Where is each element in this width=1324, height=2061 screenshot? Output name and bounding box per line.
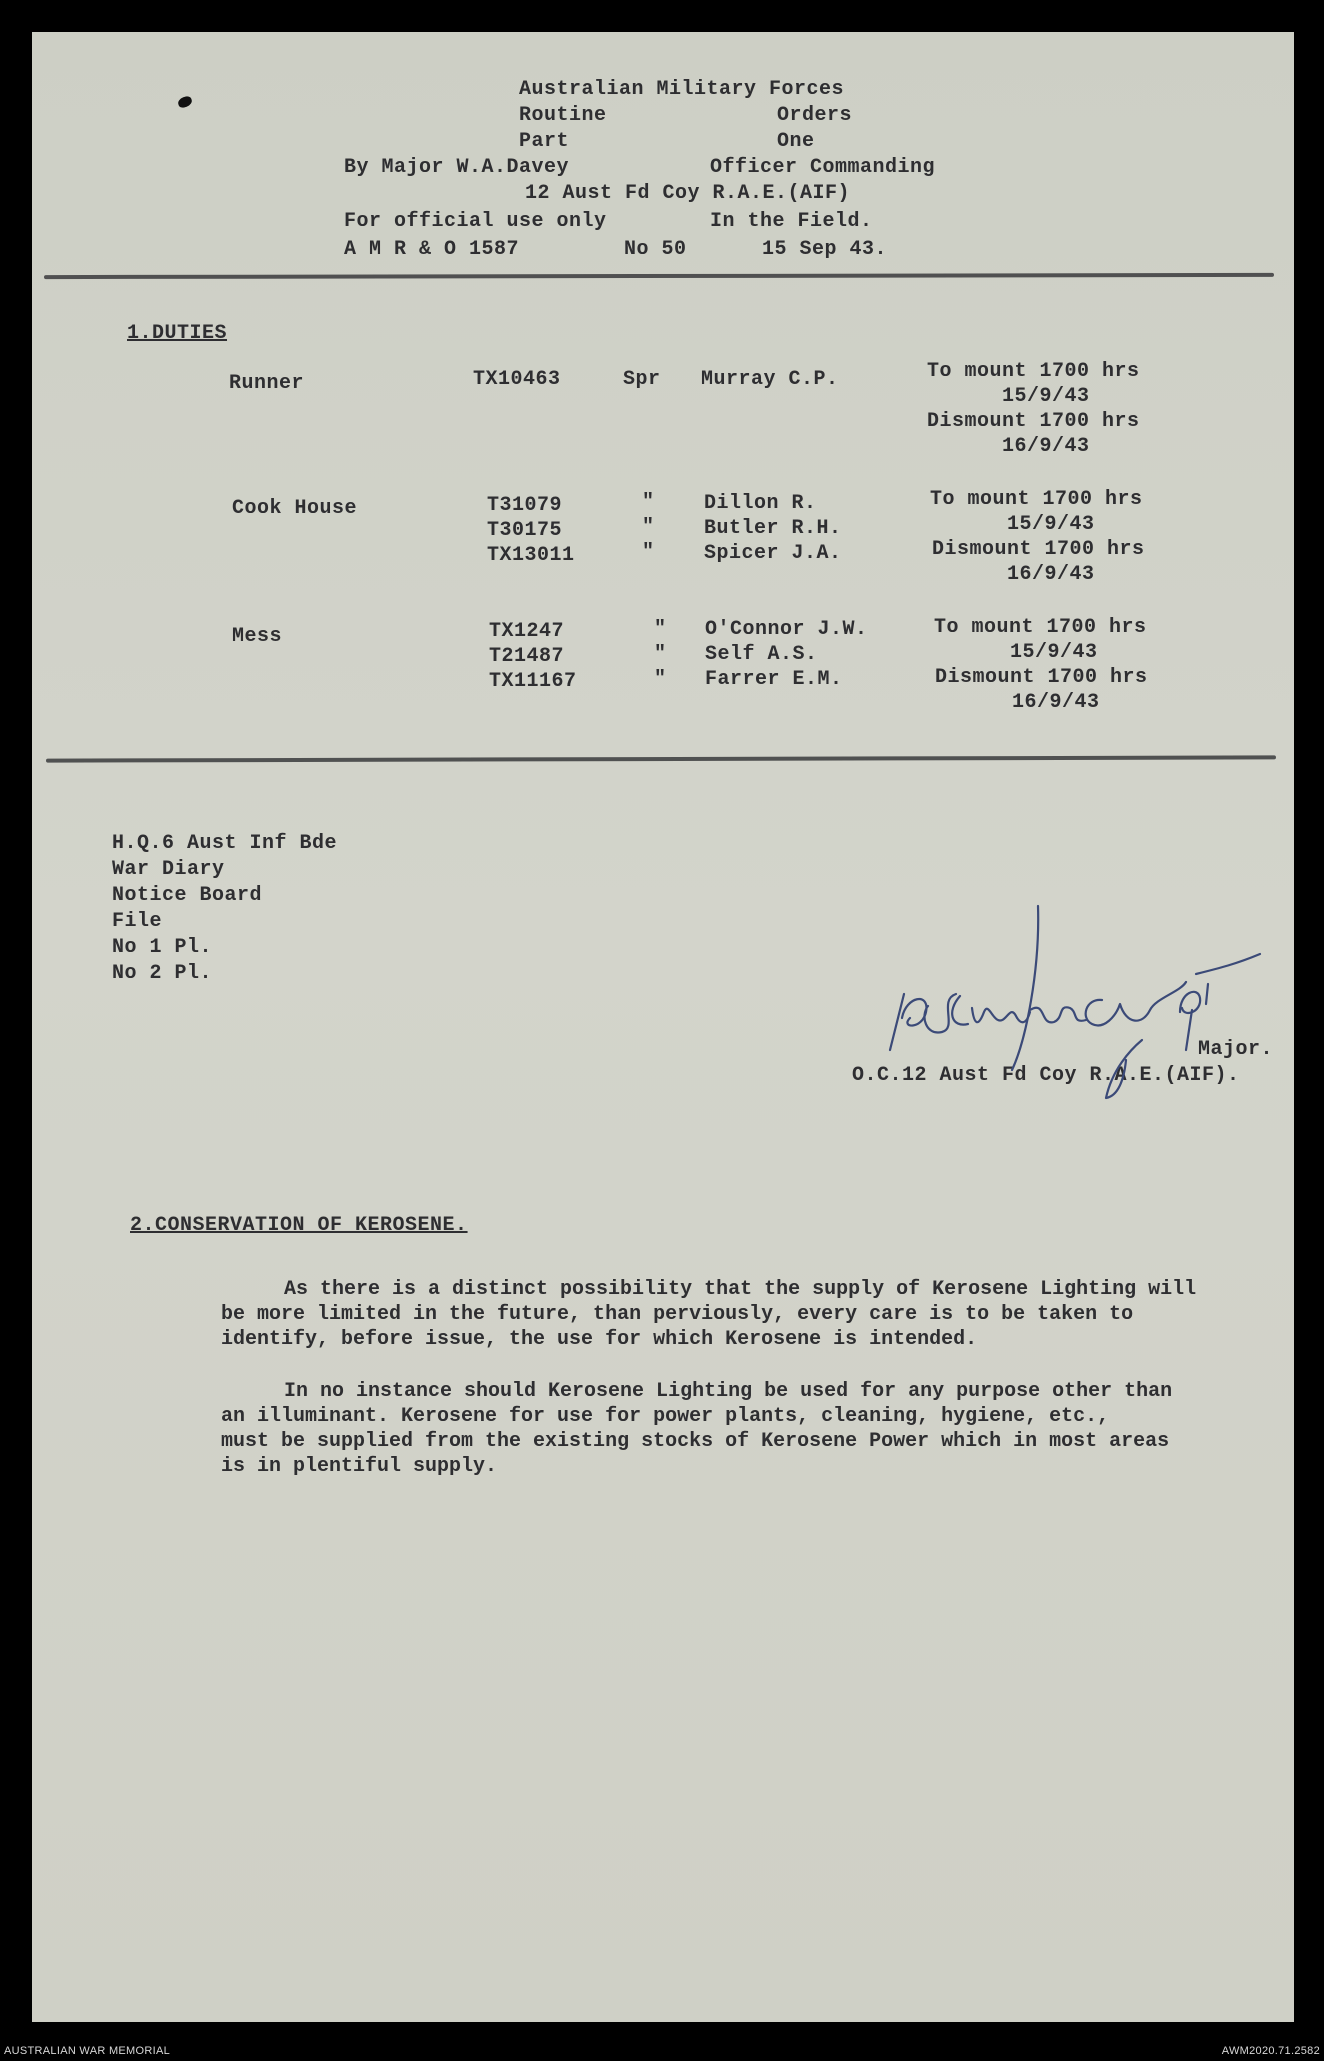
punch-hole <box>177 95 194 109</box>
divider-middle <box>46 755 1276 762</box>
signature-stroke <box>902 999 926 1026</box>
header-part: Part <box>519 130 570 153</box>
paragraph-line: must be supplied from the existing stocks of Kerosene Power which in most areas <box>221 1430 1170 1453</box>
signature-stroke <box>1030 1007 1086 1022</box>
distribution-item: No 2 Pl. <box>112 962 213 985</box>
header-ref: A M R & O 1587 <box>344 238 520 261</box>
signature-stroke <box>1106 1040 1142 1098</box>
paragraph-line: an illuminant. Kerosene for use for power plants, cleaning, hygiene, etc., <box>221 1405 1110 1428</box>
footer-source: AUSTRALIAN WAR MEMORIAL <box>4 2045 171 2057</box>
header-one: One <box>777 130 815 153</box>
signature-stroke <box>952 996 968 1025</box>
service-number: T30175 <box>487 519 563 542</box>
paragraph-line: is in plentiful supply. <box>221 1455 498 1478</box>
dismount-time: Dismount 1700 hrs <box>927 410 1140 433</box>
mount-date: 15/9/43 <box>1007 513 1095 536</box>
signature-stroke <box>1180 992 1200 1013</box>
kerosene-heading: 2.CONSERVATION OF KEROSENE. <box>130 1214 468 1237</box>
signatory-title: O.C.12 Aust Fd Coy R.A.E.(AIF). <box>852 1064 1240 1087</box>
service-number: TX1247 <box>489 620 565 643</box>
handwritten-signature <box>880 900 1280 1110</box>
signature-stroke <box>1012 906 1038 1070</box>
signature-stroke <box>890 994 904 1050</box>
service-number: TX13011 <box>487 544 575 567</box>
signatory-rank: Major. <box>1198 1038 1274 1061</box>
mount-time: To mount 1700 hrs <box>934 616 1147 639</box>
rank-ditto: " <box>654 618 667 641</box>
paragraph-line: In no instance should Kerosene Lighting be used for any purpose other than <box>284 1380 1173 1403</box>
rank-ditto: " <box>654 643 667 666</box>
soldier-name: Self A.S. <box>705 643 818 666</box>
soldier-name: Dillon R. <box>704 492 817 515</box>
dismount-date: 16/9/43 <box>1002 435 1090 458</box>
rank-ditto: " <box>642 491 655 514</box>
dismount-date: 16/9/43 <box>1007 563 1095 586</box>
header-title: Australian Military Forces <box>519 78 845 101</box>
soldier-name: Spicer J.A. <box>704 542 842 565</box>
footer-accession: AWM2020.71.2582 <box>1221 2045 1320 2057</box>
duties-heading: 1.DUTIES <box>127 322 228 345</box>
rank-ditto: " <box>642 541 655 564</box>
signature-stroke <box>1196 954 1260 974</box>
mount-time: To mount 1700 hrs <box>930 488 1143 511</box>
distribution-item: H.Q.6 Aust Inf Bde <box>112 832 338 855</box>
rank: Spr <box>623 368 661 391</box>
dismount-time: Dismount 1700 hrs <box>932 538 1145 561</box>
dismount-time: Dismount 1700 hrs <box>935 666 1148 689</box>
divider-top <box>44 273 1274 279</box>
service-number: T21487 <box>489 645 565 668</box>
header-officer: Officer Commanding <box>710 156 936 179</box>
soldier-name: Butler R.H. <box>704 517 842 540</box>
rank-ditto: " <box>654 668 667 691</box>
paragraph-line: As there is a distinct possibility that the supply of Kerosene Lighting will <box>284 1278 1197 1301</box>
mount-date: 15/9/43 <box>1010 641 1098 664</box>
distribution-item: No 1 Pl. <box>112 936 213 959</box>
rank-ditto: " <box>642 516 655 539</box>
distribution-item: Notice Board <box>112 884 263 907</box>
service-number: T31079 <box>487 494 563 517</box>
service-number: TX10463 <box>473 368 561 391</box>
header-order-no: No 50 <box>624 238 687 261</box>
header-date: 15 Sep 43. <box>762 238 888 261</box>
header-field: In the Field. <box>710 210 873 233</box>
duty-role: Mess <box>232 625 283 648</box>
signature-stroke <box>1186 1010 1192 1050</box>
dismount-date: 16/9/43 <box>1012 691 1100 714</box>
distribution-item: File <box>112 910 163 933</box>
header-by: By Major W.A.Davey <box>344 156 570 179</box>
soldier-name: Murray C.P. <box>701 368 839 391</box>
paragraph-line: identify, before issue, the use for which Kerosene is intended. <box>221 1328 978 1351</box>
header-unit: 12 Aust Fd Coy R.A.E.(AIF) <box>525 182 851 205</box>
header-official: For official use only <box>344 210 607 233</box>
paragraph-line: be more limited in the future, than perviously, every care is to be taken to <box>221 1303 1134 1326</box>
signature-stroke <box>1206 984 1208 1004</box>
header-routine: Routine <box>519 104 607 127</box>
soldier-name: Farrer E.M. <box>705 668 843 691</box>
signature-stroke <box>1086 982 1186 1025</box>
mount-date: 15/9/43 <box>1002 385 1090 408</box>
duty-role: Runner <box>229 372 305 395</box>
signature-stroke <box>972 1008 1030 1022</box>
header-orders: Orders <box>777 104 853 127</box>
mount-time: To mount 1700 hrs <box>927 360 1140 383</box>
duty-role: Cook House <box>232 497 358 520</box>
distribution-item: War Diary <box>112 858 225 881</box>
service-number: TX11167 <box>489 670 577 693</box>
soldier-name: O'Connor J.W. <box>705 618 868 641</box>
